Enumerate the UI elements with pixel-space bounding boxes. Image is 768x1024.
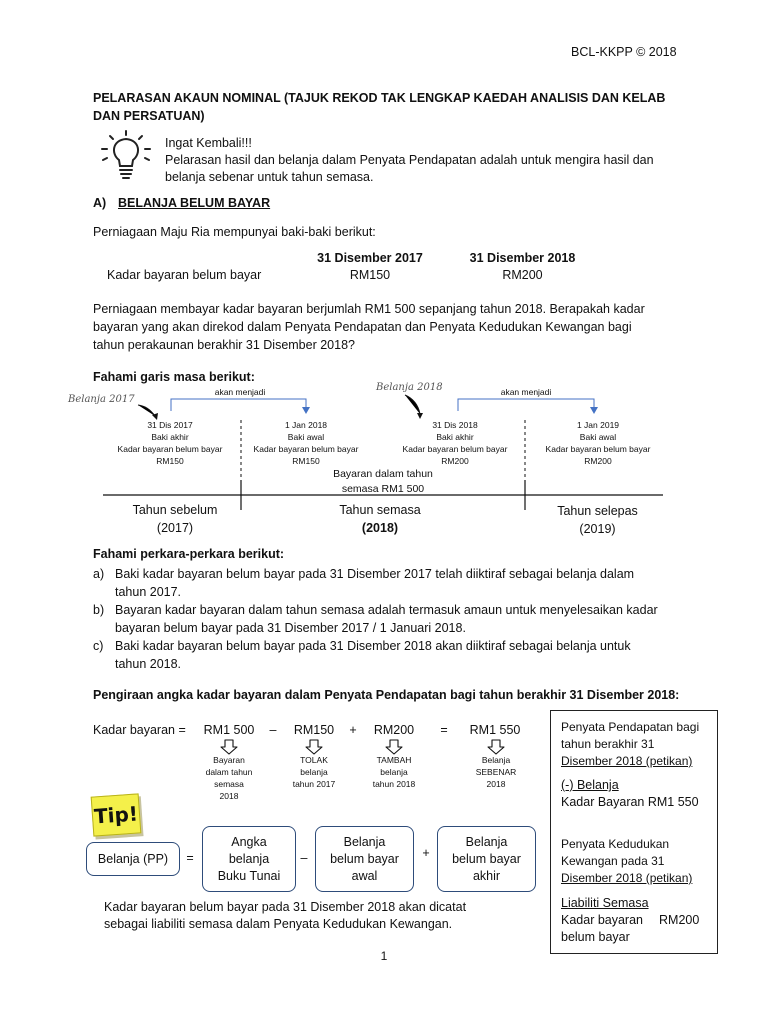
liability-heading: Liabiliti Semasa xyxy=(561,896,649,910)
current-year-label xyxy=(310,501,450,537)
down-arrow-icon xyxy=(221,740,237,754)
list-line-1: Bayaran kadar bayaran dalam tahun semasa adalah termasuk amaun untuk menyelesaikan kadar xyxy=(115,603,658,617)
title-line: tahun berakhir 31 xyxy=(561,737,655,751)
next-year-label xyxy=(530,502,665,538)
payment-line-1: Bayaran dalam tahun xyxy=(333,468,433,480)
list-item-c xyxy=(93,637,631,671)
current-year-payment xyxy=(313,467,453,497)
timeline-point-dec-2018 xyxy=(385,419,525,467)
question-line-3: tahun perakaunan berakhir 31 Disember 2018? xyxy=(93,338,355,352)
point-amount: RM150 xyxy=(156,456,184,466)
section-title: BELANJA BELUM BAYAR xyxy=(118,196,271,210)
note-line: SEBENAR xyxy=(475,767,517,777)
current-year-title: Tahun semasa xyxy=(339,503,421,517)
note-line: belanja xyxy=(300,767,328,777)
current-year-value: (2018) xyxy=(361,521,399,535)
point-date: 1 Jan 2018 xyxy=(284,420,328,430)
note-line-2: sebagai liabiliti semasa dalam Penyata Kedudukan Kewangan. xyxy=(104,917,453,931)
point-type: Baki awal xyxy=(579,432,617,442)
balance-col-2018: 31 Disember 2018 xyxy=(469,251,576,265)
point-type: Baki awal xyxy=(287,432,325,442)
liability-item: Kadar bayaran xyxy=(561,913,644,927)
point-date: 1 Jan 2019 xyxy=(576,420,620,430)
note-line: semasa xyxy=(214,779,244,789)
title-line: Penyata Pendapatan bagi xyxy=(561,720,700,734)
box-line: belum bayar xyxy=(330,851,399,866)
balance-col-2017: 31 Disember 2017 xyxy=(317,251,423,265)
box-line: Angka xyxy=(231,834,267,849)
note-line: belanja xyxy=(380,767,408,777)
section-letter: A) xyxy=(93,196,107,210)
point-type: Baki akhir xyxy=(436,432,474,442)
list-line-1: Baki kadar bayaran belum bayar pada 31 Disember 2018 akan diiktiraf sebagai belanja untuk xyxy=(115,639,631,653)
financial-position-title xyxy=(561,836,692,887)
note-line: TOLAK xyxy=(300,755,328,765)
note-line: Belanja xyxy=(481,755,511,765)
page-number: 1 xyxy=(380,949,388,963)
calc-note-payment xyxy=(194,754,264,802)
tip-minus: – xyxy=(300,851,308,865)
next-year-title: Tahun selepas xyxy=(557,504,638,518)
point-amount: RM200 xyxy=(584,456,612,466)
note-line: tahun 2017 xyxy=(292,779,336,789)
expense-line: Kadar Bayaran RM1 550 xyxy=(561,795,699,809)
tip-equals: = xyxy=(186,851,194,865)
list-marker: b) xyxy=(93,603,105,617)
list-item-a xyxy=(93,565,635,599)
down-arrow-icon xyxy=(306,740,322,754)
liability-item-cont: belum bayar xyxy=(561,930,630,944)
balance-row-label: Kadar bayaran belum bayar xyxy=(107,268,262,282)
intro-text: Perniagaan Maju Ria mempunyai baki-baki berikut: xyxy=(93,225,376,239)
point-item: Kadar bayaran belum bayar xyxy=(402,444,508,454)
tip-plus: + xyxy=(422,846,430,860)
calc-result: RM1 550 xyxy=(469,723,521,737)
timeline-point-jan-2019 xyxy=(528,419,668,467)
list-line-2: tahun 2018. xyxy=(115,657,182,671)
prev-year-label xyxy=(110,501,240,537)
note-line: TAMBAH xyxy=(376,755,412,765)
calc-heading: Pengiraan angka kadar bayaran dalam Penyata Pendapatan bagi tahun berakhir 31 Disember 2018: xyxy=(93,688,680,702)
becomes-label-1: akan menjadi xyxy=(214,387,266,397)
balance-value-2018: RM200 xyxy=(502,268,543,282)
understand-heading: Fahami perkara-perkara berikut: xyxy=(93,547,285,561)
point-amount: RM150 xyxy=(292,456,320,466)
income-statement-title xyxy=(561,719,699,770)
statement-extract-box xyxy=(550,710,718,954)
down-arrow-icon xyxy=(488,740,504,754)
timeline-point-dec-2017 xyxy=(100,419,240,467)
point-item: Kadar bayaran belum bayar xyxy=(545,444,651,454)
note-belanja-2018: Belanja 2018 xyxy=(376,382,443,393)
timeline-point-jan-2018 xyxy=(236,419,376,467)
note-line: tahun 2018 xyxy=(372,779,416,789)
title-line: Disember 2018 (petikan) xyxy=(561,754,693,768)
payment-line-2: semasa RM1 500 xyxy=(341,483,425,495)
calc-plus: + xyxy=(349,723,357,737)
question-line-1: Perniagaan membayar kadar bayaran berjumlah RM1 500 sepanjang tahun 2018. Berapakah kadar xyxy=(93,302,645,316)
calc-opening: RM150 xyxy=(293,723,335,737)
reminder-heading: Ingat Kembali!!! xyxy=(165,136,252,150)
note-line: 2018 xyxy=(486,779,506,789)
prev-year-value: (2017) xyxy=(156,521,194,535)
list-line-2: bayaran belum bayar pada 31 Disember 2017 / 1 Januari 2018. xyxy=(115,621,466,635)
note-belanja-2017: Belanja 2017 xyxy=(68,394,135,405)
prev-year-title: Tahun sebelum xyxy=(132,503,218,517)
page-title: PELARASAN AKAUN NOMINAL (TAJUK REKOD TAK LENGKAP KAEDAH ANALISIS DAN KELAB DAN PERSATUAN) xyxy=(93,91,666,123)
tip-box-opening xyxy=(315,826,414,892)
tip-lhs-box: Belanja (PP) xyxy=(86,842,180,876)
expense-heading: (-) Belanja xyxy=(561,778,619,792)
timeline-heading: Fahami garis masa berikut: xyxy=(93,370,255,384)
point-item: Kadar bayaran belum bayar xyxy=(253,444,359,454)
list-line-1: Baki kadar bayaran belum bayar pada 31 Disember 2017 telah diiktiraf sebagai belanja dalam xyxy=(115,567,635,581)
question-line-2: bayaran yang akan direkod dalam Penyata Pendapatan dan Penyata Kedudukan Kewangan bagi xyxy=(93,320,632,334)
calc-note-result xyxy=(461,754,531,790)
title-line: Disember 2018 (petikan) xyxy=(561,871,693,885)
list-item-b xyxy=(93,601,658,635)
box-line: belum bayar xyxy=(452,851,521,866)
calc-closing: RM200 xyxy=(373,723,415,737)
lightbulb-icon xyxy=(98,130,154,182)
point-date: 31 Dis 2017 xyxy=(147,420,193,430)
calc-note-closing xyxy=(359,754,429,790)
box-line: Belanja xyxy=(465,834,508,849)
title-line: Penyata Kedudukan xyxy=(561,837,670,851)
box-line: Belanja xyxy=(343,834,386,849)
list-marker: a) xyxy=(93,567,105,581)
down-arrow-icon xyxy=(386,740,402,754)
balance-value-2017: RM150 xyxy=(349,268,391,282)
note-line-1: Kadar bayaran belum bayar pada 31 Disember 2018 akan dicatat xyxy=(104,900,467,914)
tip-box-closing xyxy=(437,826,536,892)
calc-minus: – xyxy=(269,723,277,737)
note-line: 2018 xyxy=(219,791,239,801)
box-line: awal xyxy=(351,868,378,883)
becomes-label-2: akan menjadi xyxy=(500,387,552,397)
tip-badge: Tip! xyxy=(91,793,142,836)
tip-box-cashbook xyxy=(202,826,296,892)
next-year-value: (2019) xyxy=(579,522,616,536)
calc-note-opening xyxy=(279,754,349,790)
point-item: Kadar bayaran belum bayar xyxy=(117,444,223,454)
reminder-line-1: Pelarasan hasil dan belanja dalam Penyata Pendapatan adalah untuk mengira hasil dan xyxy=(165,153,654,167)
note-line: dalam tahun xyxy=(205,767,253,777)
calc-equals: = xyxy=(440,723,448,737)
point-type: Baki akhir xyxy=(151,432,189,442)
title-line: Kewangan pada 31 xyxy=(561,854,665,868)
list-marker: c) xyxy=(93,639,104,653)
calc-payment: RM1 500 xyxy=(203,723,255,737)
reminder-line-2: belanja sebenar untuk tahun semasa. xyxy=(165,170,374,184)
calc-label: Kadar bayaran = xyxy=(93,723,186,737)
document-ref: BCL-KKPP © 2018 xyxy=(571,45,677,59)
point-date: 31 Dis 2018 xyxy=(432,420,478,430)
box-line: Buku Tunai xyxy=(217,868,281,883)
point-amount: RM200 xyxy=(441,456,469,466)
liability-amount: RM200 xyxy=(659,913,700,927)
note-line: Bayaran xyxy=(213,755,245,765)
box-line: belanja xyxy=(228,851,270,866)
box-line: akhir xyxy=(472,868,501,883)
list-line-2: tahun 2017. xyxy=(115,585,182,599)
